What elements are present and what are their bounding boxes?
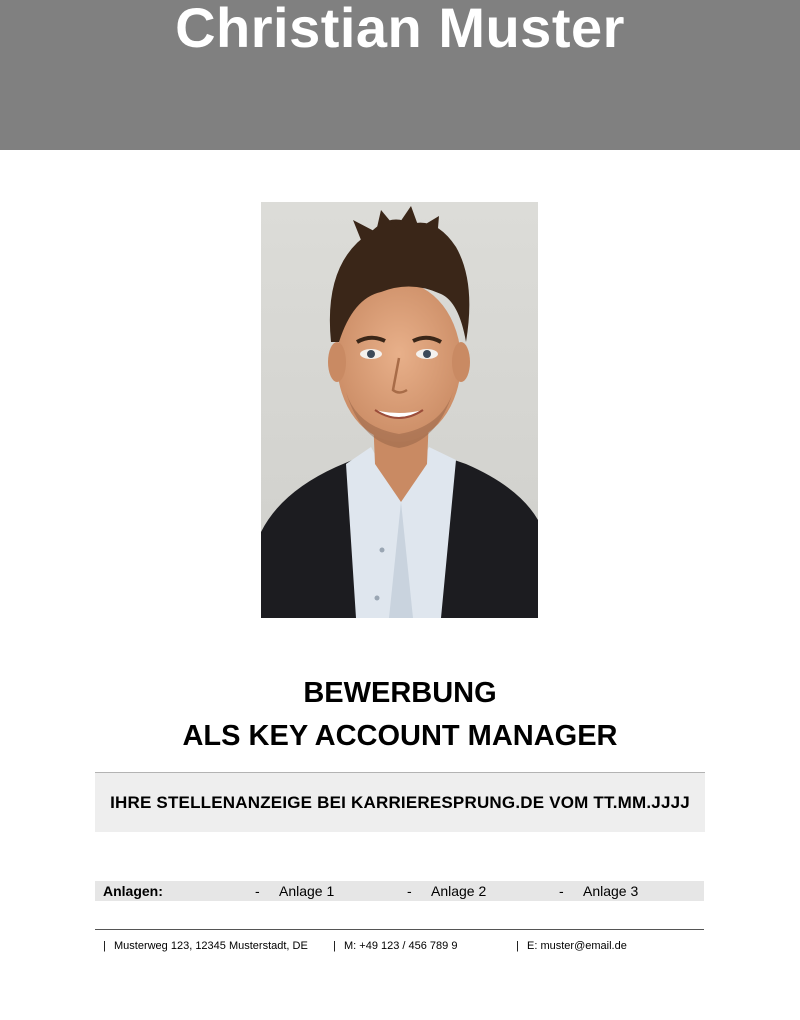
attachment-bullet: - xyxy=(407,883,412,899)
application-title xyxy=(0,672,800,758)
footer-phone: M: +49 123 / 456 789 9 xyxy=(344,940,458,952)
job-ad-reference-text: IHRE STELLENANZEIGE BEI KARRIERESPRUNG.DE VOM TT.MM.JJJJ xyxy=(110,792,690,812)
attachment-item: Anlage 1 xyxy=(279,883,335,899)
footer-separator: | xyxy=(516,940,519,952)
portrait-illustration xyxy=(261,202,538,618)
footer-separator: | xyxy=(333,940,336,952)
contact-footer xyxy=(95,938,704,954)
portrait-photo xyxy=(261,202,538,618)
attachment-bullet: - xyxy=(559,883,564,899)
attachments-row xyxy=(95,881,704,901)
attachments-label: Anlagen: xyxy=(103,883,163,899)
attachment-item: Anlage 3 xyxy=(583,883,639,899)
footer-separator: | xyxy=(103,940,106,952)
footer-address: Musterweg 123, 12345 Musterstadt, DE xyxy=(114,940,308,952)
title-line-2: ALS KEY ACCOUNT MANAGER xyxy=(182,720,618,752)
job-ad-reference xyxy=(95,772,705,832)
footer-email: E: muster@email.de xyxy=(527,940,627,952)
applicant-name: Christian Muster xyxy=(175,0,625,59)
attachment-item: Anlage 2 xyxy=(431,883,487,899)
attachment-bullet: - xyxy=(255,883,260,899)
header-band xyxy=(0,0,800,150)
footer-divider xyxy=(95,929,704,930)
title-line-1: BEWERBUNG xyxy=(303,677,497,709)
